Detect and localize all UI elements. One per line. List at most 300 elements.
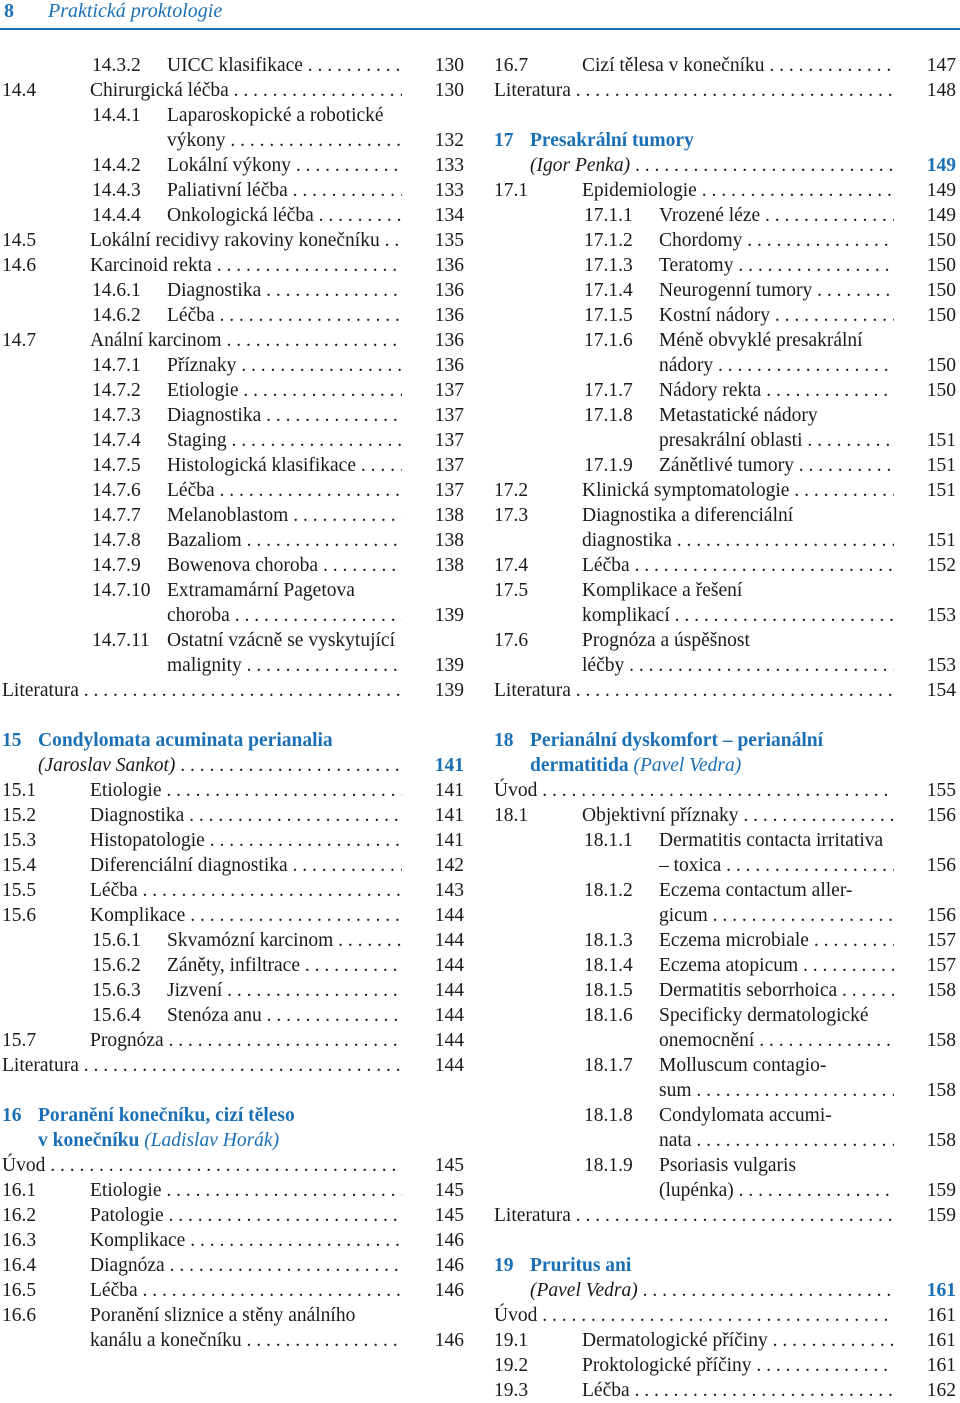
toc-line [494, 1053, 956, 1078]
toc-entry[interactable] [2, 678, 464, 703]
entry-title [2, 678, 402, 703]
title-text: Diagnóza [90, 1255, 165, 1276]
entry-title [167, 378, 402, 403]
section-number: 14.3.2 [92, 55, 141, 76]
entry-title [582, 578, 894, 603]
title-text: Diagnostika [167, 405, 262, 426]
toc-entry[interactable] [2, 178, 464, 203]
toc-entry[interactable] [2, 428, 464, 453]
header-rule [0, 28, 960, 30]
section-number: 14.4 [2, 80, 37, 101]
section-number: 17.5 [494, 580, 529, 601]
title-text: gicum [659, 905, 708, 926]
toc-entry[interactable] [2, 353, 464, 378]
entry-title [167, 203, 402, 228]
section-number: 15.6.1 [92, 930, 141, 951]
toc-entry[interactable] [2, 1203, 464, 1228]
toc-entry[interactable] [494, 303, 956, 328]
page-number-ref: 130 [434, 55, 464, 76]
page-number-ref: 157 [926, 955, 956, 976]
toc-chapter[interactable] [2, 728, 464, 778]
toc-line [2, 453, 464, 478]
page-number-ref: 158 [926, 980, 956, 1001]
section-number: 18.1.4 [584, 955, 633, 976]
title-text: Etiologie [90, 780, 162, 801]
entry-title [167, 128, 402, 153]
toc-entry[interactable] [2, 78, 464, 103]
title-text: Chordomy [659, 230, 743, 251]
toc-line [494, 903, 956, 928]
title-text: Diferenciální diagnostika [90, 855, 288, 876]
title-text: choroba [167, 605, 230, 626]
title-text: malignity [167, 655, 242, 676]
title-text: Léčba [167, 480, 215, 501]
section-number: 15.6 [2, 905, 37, 926]
toc-line [494, 653, 956, 678]
entry-title [659, 378, 894, 403]
toc-entry[interactable] [494, 878, 956, 928]
title-text: Bowenova choroba [167, 555, 319, 576]
title-text: Lokální recidivy rakoviny konečníku [90, 230, 380, 251]
title-text: léčby [582, 655, 625, 676]
entry-title [530, 128, 894, 153]
toc-line [494, 928, 956, 953]
toc-entry[interactable] [494, 628, 956, 678]
toc-entry[interactable] [2, 303, 464, 328]
toc-entry[interactable] [494, 328, 956, 378]
page-number-ref: 152 [926, 555, 956, 576]
section-number: 14.4.2 [92, 155, 141, 176]
page-number-ref: 141 [434, 830, 464, 851]
page-number-ref: 139 [434, 605, 464, 626]
section-number: 18.1.8 [584, 1105, 633, 1126]
entry-title [38, 728, 402, 753]
toc-line [2, 1028, 464, 1053]
title-text: Literatura [494, 680, 571, 701]
page-number-ref: 161 [926, 1280, 956, 1301]
page-number-ref: 133 [434, 155, 464, 176]
page-number-ref: 153 [926, 605, 956, 626]
title-text: Léčba [582, 1380, 630, 1401]
title-text: Presakrální tumory [530, 130, 694, 151]
section-number: 17.3 [494, 505, 529, 526]
toc-entry[interactable] [494, 378, 956, 403]
section-number: 18.1.7 [584, 1055, 633, 1076]
toc-entry[interactable] [2, 103, 464, 153]
section-number: 17.1.8 [584, 405, 633, 426]
section-number: 15.6.4 [92, 1005, 141, 1026]
section-number: 17.1.9 [584, 455, 633, 476]
toc-line [494, 1253, 956, 1278]
toc-entry[interactable] [494, 1103, 956, 1153]
toc-line [2, 578, 464, 603]
section-spacer [2, 1078, 464, 1103]
toc-entry[interactable] [2, 878, 464, 903]
toc-entry[interactable] [494, 1053, 956, 1103]
page-number-ref: 137 [434, 455, 464, 476]
toc-entry[interactable] [2, 1153, 464, 1178]
title-text: Neurogenní tumory [659, 280, 813, 301]
entry-title [659, 203, 894, 228]
entry-title [582, 628, 894, 653]
title-text: Zánětlivé tumory [659, 455, 794, 476]
toc-line [2, 1153, 464, 1178]
toc-line [2, 303, 464, 328]
title-text: Diagnostika [90, 805, 185, 826]
page-number-ref: 137 [434, 405, 464, 426]
title-text: Komplikace [90, 1230, 186, 1251]
toc-entry[interactable] [2, 553, 464, 578]
entry-title [659, 453, 894, 478]
entry-title [2, 1153, 402, 1178]
page-number-ref: 150 [926, 280, 956, 301]
entry-title [167, 928, 402, 953]
toc-entry[interactable] [494, 203, 956, 228]
entry-title [167, 1003, 402, 1028]
toc-line [494, 778, 956, 803]
toc-entry[interactable] [494, 578, 956, 628]
chapter-number: 19 [494, 1255, 514, 1276]
title-text: sum [659, 1080, 692, 1101]
toc-entry[interactable] [2, 778, 464, 803]
toc-entry[interactable] [494, 78, 956, 103]
entry-title [90, 878, 402, 903]
toc-entry[interactable] [2, 1028, 464, 1053]
toc-line [494, 1178, 956, 1203]
toc-entry[interactable] [494, 403, 956, 453]
toc-entry[interactable] [494, 778, 956, 803]
section-number: 19.3 [494, 1380, 529, 1401]
toc-entry[interactable] [494, 1203, 956, 1228]
toc-entry[interactable] [2, 203, 464, 228]
title-text: Úvod [494, 1305, 538, 1326]
title-text: diagnostika [582, 530, 672, 551]
toc-line [494, 878, 956, 903]
page-number: 8 [4, 0, 14, 22]
title-text: Záněty, infiltrace [167, 955, 300, 976]
section-number: 16.7 [494, 55, 529, 76]
toc-entry[interactable] [2, 53, 464, 78]
toc-line [2, 1128, 464, 1153]
title-text: Metastatické nádory [659, 405, 818, 426]
toc-line [2, 953, 464, 978]
toc-entry[interactable] [494, 803, 956, 828]
toc-entry[interactable] [494, 1003, 956, 1053]
toc-line [2, 153, 464, 178]
page-number-ref: 144 [434, 980, 464, 1001]
page-number-ref: 144 [434, 1005, 464, 1026]
toc-line [2, 903, 464, 928]
page-number-ref: 150 [926, 255, 956, 276]
toc-line [2, 553, 464, 578]
toc-entry[interactable] [494, 453, 956, 478]
entry-title [167, 178, 402, 203]
title-text: (lupénka) [659, 1180, 734, 1201]
page-number-ref: 158 [926, 1080, 956, 1101]
section-number: 18.1 [494, 805, 529, 826]
title-text: Staging [167, 430, 227, 451]
toc-line [494, 678, 956, 703]
title-text: Diagnostika a diferenciální [582, 505, 794, 526]
toc-entry[interactable] [494, 178, 956, 203]
toc-entry[interactable] [2, 803, 464, 828]
toc-entry[interactable] [2, 453, 464, 478]
toc-entry[interactable] [2, 1278, 464, 1303]
toc-line [494, 1128, 956, 1153]
chapter-author: (Jaroslav Sankot) [38, 755, 176, 776]
page-number-ref: 158 [926, 1030, 956, 1051]
section-spacer [494, 1228, 956, 1253]
section-number: 14.4.4 [92, 205, 141, 226]
toc-entry[interactable] [2, 903, 464, 928]
title-text: v konečníku [38, 1130, 140, 1151]
toc-line [494, 178, 956, 203]
section-number: 14.4.3 [92, 180, 141, 201]
entry-title [659, 1128, 894, 1153]
section-number: 17.4 [494, 555, 529, 576]
entry-title [659, 1153, 894, 1178]
toc-entry[interactable] [494, 928, 956, 953]
page-number-ref: 138 [434, 505, 464, 526]
title-text: Literatura [2, 1055, 79, 1076]
toc-entry[interactable] [494, 1328, 956, 1353]
entry-title [494, 678, 894, 703]
page-number-ref: 159 [926, 1205, 956, 1226]
entry-title [659, 428, 894, 453]
page-number-ref: 146 [434, 1255, 464, 1276]
title-text: Skvamózní karcinom [167, 930, 334, 951]
toc-entry[interactable] [2, 1253, 464, 1278]
section-number: 14.7.10 [92, 580, 151, 601]
toc-entry[interactable] [2, 328, 464, 353]
toc-line [494, 128, 956, 153]
toc-line [494, 1078, 956, 1103]
page-number-ref: 151 [926, 480, 956, 501]
toc-entry[interactable] [494, 1153, 956, 1203]
title-text: Etiologie [167, 380, 239, 401]
title-text: dermatitida [530, 755, 629, 776]
section-number: 16.4 [2, 1255, 37, 1276]
toc-line [2, 653, 464, 678]
toc-chapter[interactable] [2, 1103, 464, 1153]
title-text: kanálu a konečníku [90, 1330, 242, 1351]
chapter-number: 18 [494, 730, 514, 751]
entry-title [167, 403, 402, 428]
toc-entry[interactable] [494, 1378, 956, 1403]
toc-entry[interactable] [494, 553, 956, 578]
title-text: Úvod [2, 1155, 46, 1176]
toc-entry[interactable] [2, 828, 464, 853]
toc-chapter[interactable] [494, 1253, 956, 1303]
toc-entry[interactable] [2, 578, 464, 628]
toc-entry[interactable] [494, 953, 956, 978]
title-text: Dermatitis contacta irritativa [659, 830, 884, 851]
entry-title [90, 228, 402, 253]
title-text: Léčba [167, 305, 215, 326]
entry-title [494, 1303, 894, 1328]
section-number: 19.2 [494, 1355, 529, 1376]
toc-entry[interactable] [2, 853, 464, 878]
section-number: 17.1.4 [584, 280, 633, 301]
toc-line [2, 878, 464, 903]
toc-entry[interactable] [494, 1303, 956, 1328]
toc-line [494, 1153, 956, 1178]
title-text: Méně obvyklé presakrální [659, 330, 863, 351]
toc-entry[interactable] [2, 228, 464, 253]
section-number: 18.1.3 [584, 930, 633, 951]
entry-title [90, 803, 402, 828]
section-number: 14.7.9 [92, 555, 141, 576]
entry-title [167, 278, 402, 303]
toc-entry[interactable] [494, 478, 956, 503]
section-number: 15.6.3 [92, 980, 141, 1001]
toc-line [494, 628, 956, 653]
section-number: 17.6 [494, 630, 529, 651]
toc-entry[interactable] [494, 978, 956, 1003]
entry-title [90, 828, 402, 853]
toc-entry[interactable] [494, 828, 956, 878]
toc-line [2, 178, 464, 203]
page-number-ref: 156 [926, 805, 956, 826]
page-number-ref: 150 [926, 305, 956, 326]
toc-entry[interactable] [2, 1228, 464, 1253]
section-number: 18.1.9 [584, 1155, 633, 1176]
entry-title [167, 578, 402, 603]
entry-title [167, 528, 402, 553]
title-text: Léčba [90, 1280, 138, 1301]
title-text: Prognóza [90, 1030, 164, 1051]
toc-line [2, 403, 464, 428]
entry-title [659, 278, 894, 303]
page-number-ref: 137 [434, 380, 464, 401]
toc-entry[interactable] [2, 278, 464, 303]
title-text: presakrální oblasti [659, 430, 803, 451]
toc-entry[interactable] [2, 1003, 464, 1028]
entry-title [90, 1178, 402, 1203]
section-number: 14.6.2 [92, 305, 141, 326]
title-text: Chirurgická léčba [90, 80, 229, 101]
entry-title [167, 153, 402, 178]
page-number-ref: 149 [926, 180, 956, 201]
toc-entry[interactable] [2, 928, 464, 953]
toc-line [494, 1278, 956, 1303]
page-number-ref: 130 [434, 80, 464, 101]
title-text: Léčba [582, 555, 630, 576]
title-text: Objektivní příznaky [582, 805, 739, 826]
page-number-ref: 154 [926, 680, 956, 701]
toc-line [2, 1328, 464, 1353]
section-number: 17.1 [494, 180, 529, 201]
page-number-ref: 149 [926, 205, 956, 226]
entry-title [659, 853, 894, 878]
toc-line [494, 803, 956, 828]
toc-entry[interactable] [2, 953, 464, 978]
title-text: Anální karcinom [90, 330, 222, 351]
entry-title [659, 828, 894, 853]
toc-line [2, 353, 464, 378]
toc-entry[interactable] [2, 628, 464, 678]
section-number: 17.1.1 [584, 205, 633, 226]
entry-title [90, 903, 402, 928]
toc-entry[interactable] [2, 503, 464, 528]
toc-line [494, 1028, 956, 1053]
title-text: Ostatní vzácně se vyskytující [167, 630, 395, 651]
page-number-ref: 138 [434, 530, 464, 551]
toc-entry[interactable] [2, 403, 464, 428]
entry-title [530, 1253, 894, 1278]
section-number: 19.1 [494, 1330, 529, 1351]
entry-title [582, 603, 894, 628]
title-text: Perianální dyskomfort – perianální [530, 730, 824, 751]
toc-line [494, 603, 956, 628]
toc-entry[interactable] [2, 1303, 464, 1353]
entry-title [530, 1278, 894, 1303]
page-header [0, 0, 960, 26]
title-text: Karcinoid rekta [90, 255, 212, 276]
toc-entry[interactable] [494, 253, 956, 278]
page-number-ref: 138 [434, 555, 464, 576]
page-number-ref: 150 [926, 380, 956, 401]
toc-line [494, 1378, 956, 1403]
toc-entry[interactable] [494, 503, 956, 553]
section-number: 16.2 [2, 1205, 37, 1226]
section-number: 14.7.3 [92, 405, 141, 426]
toc-entry[interactable] [2, 1178, 464, 1203]
section-number: 14.6 [2, 255, 37, 276]
toc-line [2, 603, 464, 628]
page-number-ref: 139 [434, 655, 464, 676]
toc-chapter[interactable] [494, 128, 956, 178]
toc-entry[interactable] [2, 528, 464, 553]
toc-entry[interactable] [2, 978, 464, 1003]
toc-line [494, 428, 956, 453]
page-number-ref: 155 [926, 780, 956, 801]
entry-title [659, 1078, 894, 1103]
toc-line [494, 228, 956, 253]
toc-entry[interactable] [494, 53, 956, 78]
page-number-ref: 144 [434, 930, 464, 951]
section-spacer [494, 703, 956, 728]
entry-title [582, 528, 894, 553]
toc-line [494, 53, 956, 78]
toc-entry[interactable] [494, 678, 956, 703]
page-number-ref: 151 [926, 530, 956, 551]
toc-line [2, 203, 464, 228]
entry-title [659, 1003, 894, 1028]
toc-entry[interactable] [494, 1353, 956, 1378]
page-number-ref: 145 [434, 1180, 464, 1201]
toc-line [494, 1103, 956, 1128]
toc-column-right [494, 53, 956, 1403]
entry-title [659, 403, 894, 428]
entry-title [167, 453, 402, 478]
toc-chapter[interactable] [494, 728, 956, 778]
toc-entry[interactable] [2, 153, 464, 178]
page-number-ref: 141 [434, 755, 464, 776]
toc-entry[interactable] [2, 253, 464, 278]
title-text: Vrozené léze [659, 205, 761, 226]
toc-line [494, 378, 956, 403]
toc-line [2, 1003, 464, 1028]
toc-entry[interactable] [2, 378, 464, 403]
toc-entry[interactable] [494, 278, 956, 303]
toc-entry[interactable] [2, 478, 464, 503]
toc-entry[interactable] [2, 1053, 464, 1078]
section-number: 17.2 [494, 480, 529, 501]
toc-entry[interactable] [494, 228, 956, 253]
toc-line [494, 253, 956, 278]
toc-line [2, 1303, 464, 1328]
